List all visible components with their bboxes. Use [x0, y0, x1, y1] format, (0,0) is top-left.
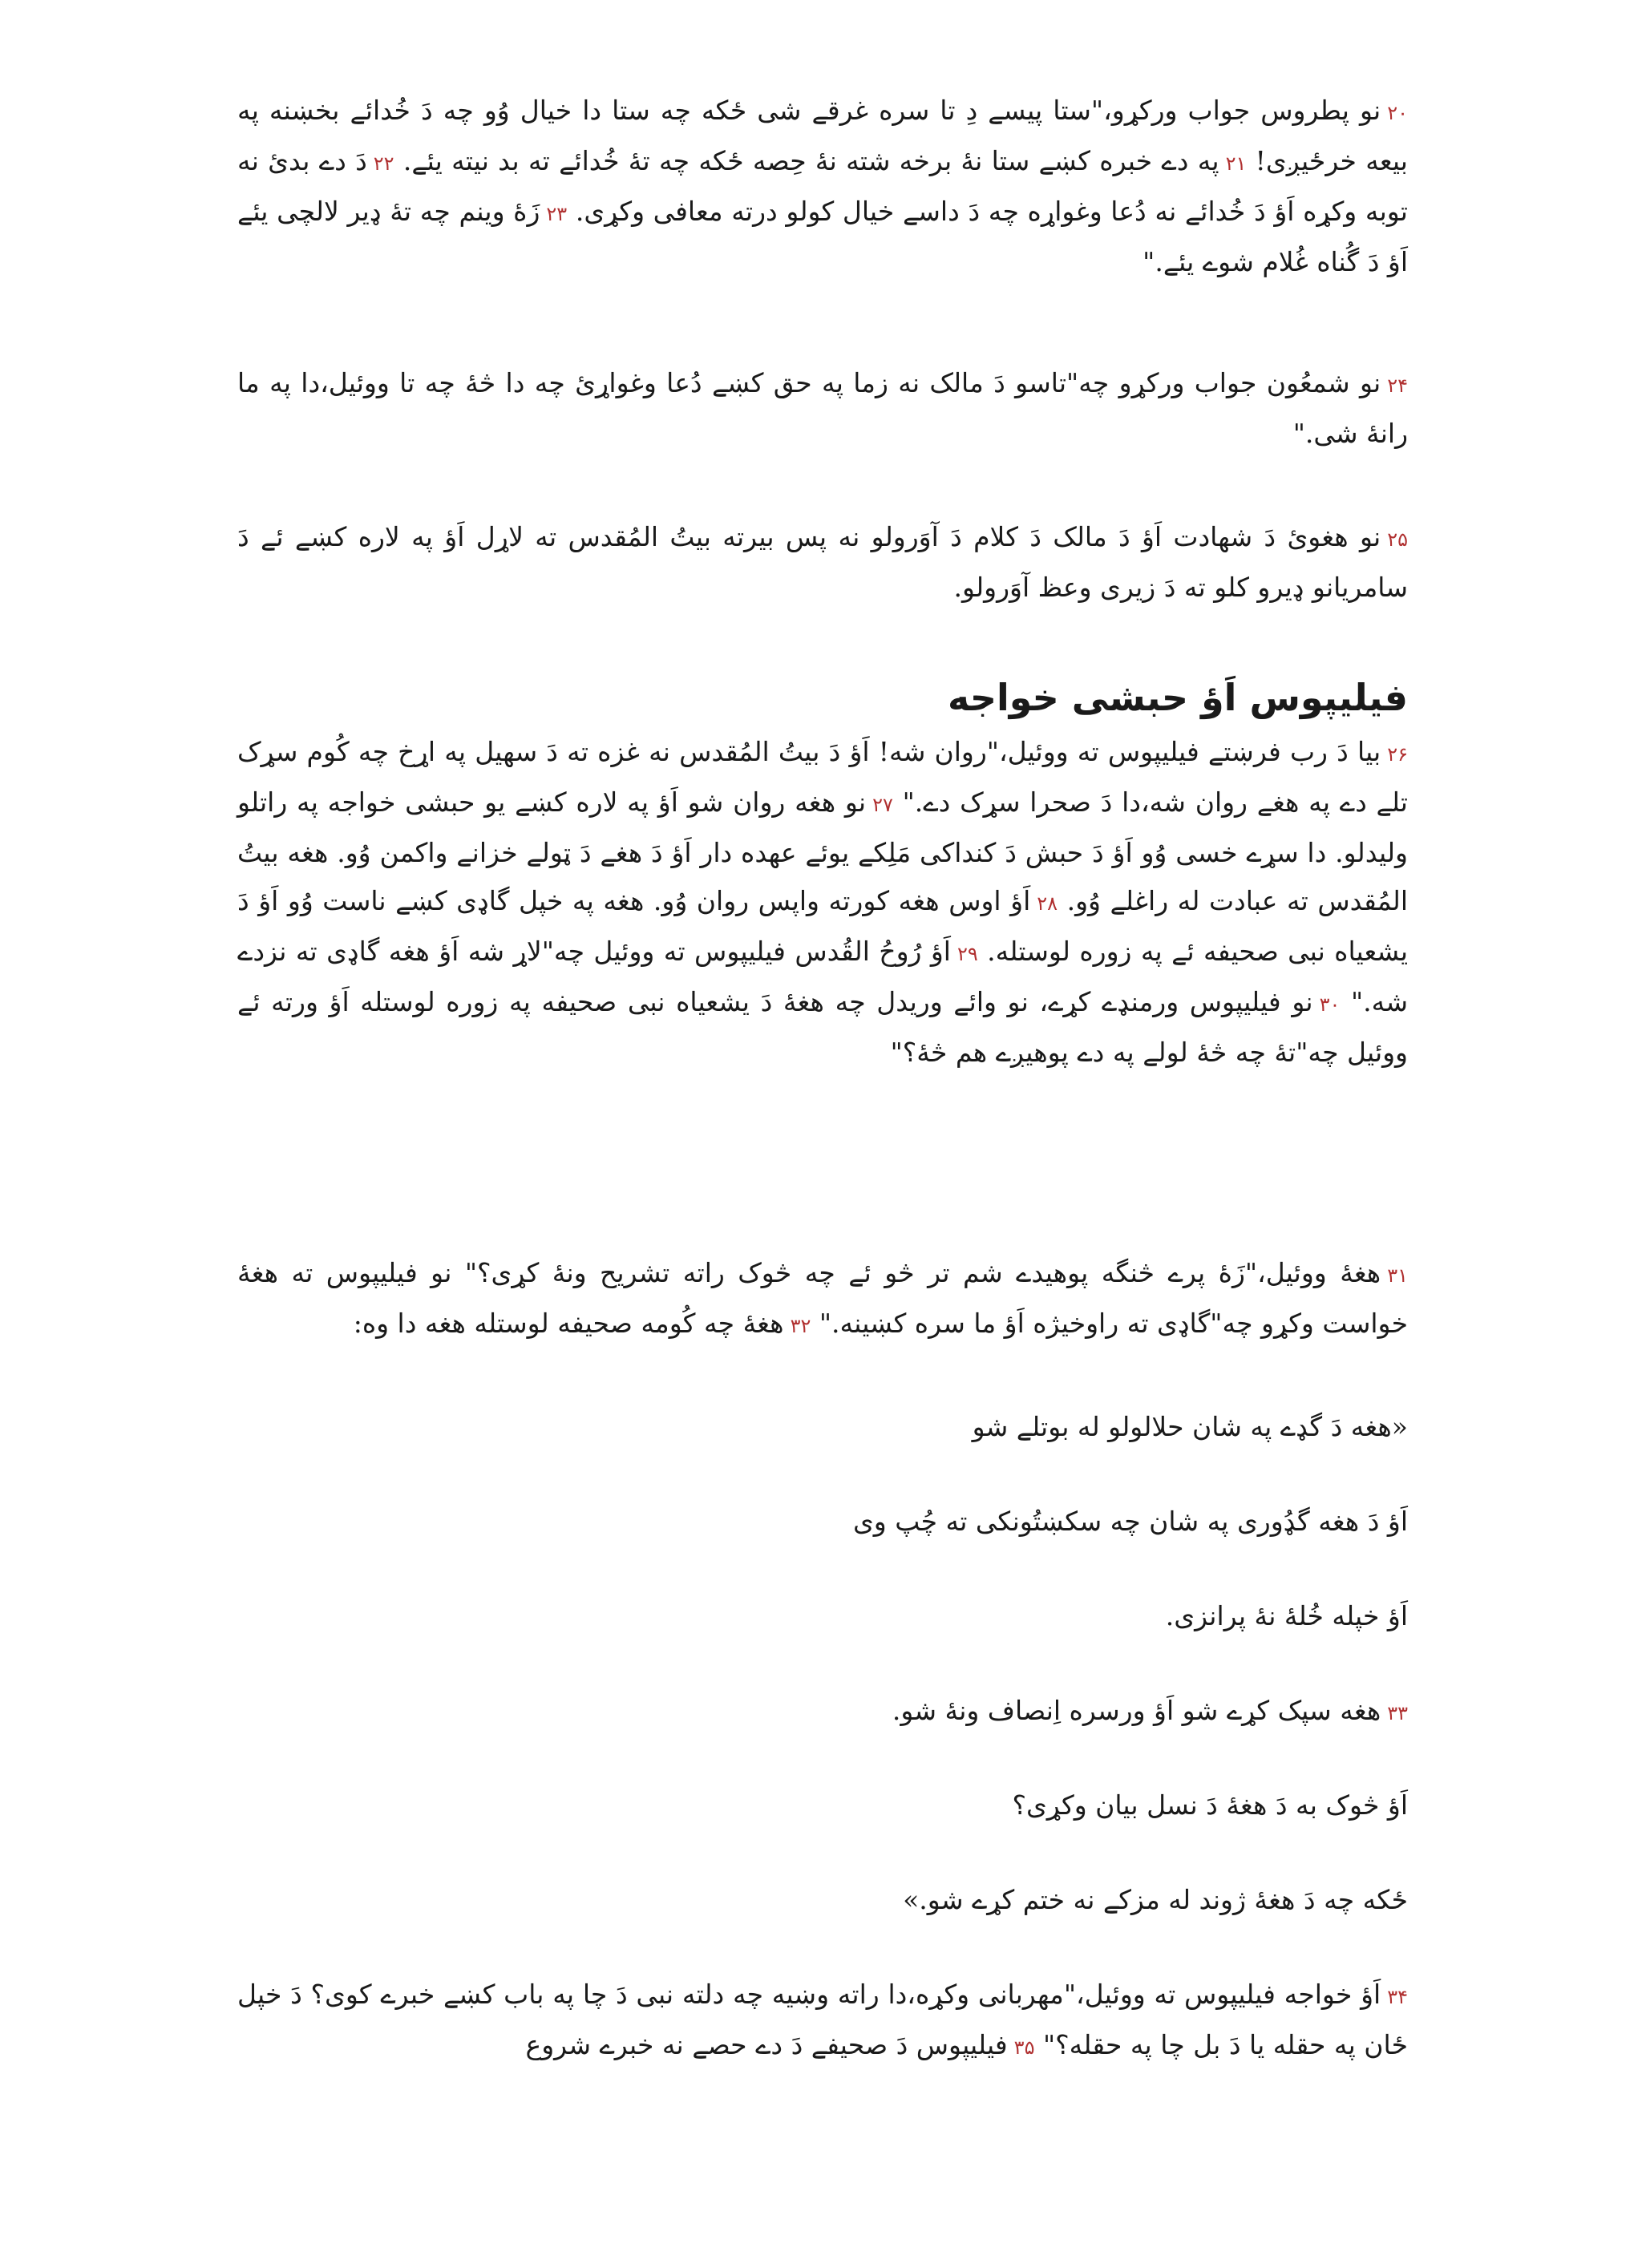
verse-number: ۲۴	[1387, 374, 1408, 397]
verse-number: ۳۴	[1387, 1986, 1408, 2008]
verse-number: ۳۲	[790, 1315, 811, 1337]
poem-line-verse-33	[237, 1687, 1408, 1737]
poem-line: ځکه چه دَ هغۀ ژوند له مزکے نه ختم کړے شو.»	[903, 1884, 1408, 1915]
verse-number: ۳۰	[1319, 993, 1341, 1016]
poem-line: اَؤ څوک به دَ هغۀ دَ نسل بیان وکړی؟	[1012, 1789, 1408, 1821]
verse-text: دَ دے بدئ نه توبه وکړه اَؤ دَ خُدائے نه دُعا وغواړه چه دَ داسے خیال کولو درته معافی وکړی.	[237, 145, 1408, 227]
verse-text: نو فیلیپوس ورمنډے کړے، نو وائے وریدل چه هغۀ دَ یشعیاه نبی صحیفه په زوره لوستله اَؤ ورته ئے ووئیل چه"تۀ چه څۀ لولے په دے پوهیږے هم څۀ؟"	[237, 986, 1408, 1068]
verse-text: هغۀ ووئیل،"زَۀ پرے څنگه پوهیدے شم تر څو ئے چه څوک راته تشریح ونۀ کړی؟" نو فیلیپوس ته هغۀ خواست وکړو چه"گاډی ته راوخیژه اَؤ ما سره کښینه."	[237, 1257, 1408, 1339]
paragraph-verses-34-35	[237, 1971, 1408, 2072]
paragraph-verses-31-32	[237, 1249, 1408, 1350]
verse-number: ۲۷	[872, 794, 893, 816]
verse-text: اَؤ رُوحُ القُدس فیلیپوس ته ووئیل چه"لاړ شه اَؤ هغه گاډی ته نزدے شه."	[237, 936, 1408, 1017]
verse-number: ۲۳	[546, 203, 568, 225]
verse-number: ۲۵	[1387, 528, 1408, 551]
verse-text: هغۀ چه کُومه صحیفه لوستله هغه دا وه:	[353, 1308, 784, 1339]
verse-number: ۲۲	[373, 152, 394, 175]
paragraph-verses-20-23	[237, 87, 1408, 286]
verse-number: ۳۳	[1387, 1702, 1408, 1724]
section-heading: فیلیپوس اَؤ حبشی خواجه	[947, 676, 1408, 719]
verse-number: ۲۸	[1037, 892, 1058, 915]
verse-text: هغه سپک کړے شو اَؤ ورسره اِنصاف ونۀ شو.	[892, 1695, 1381, 1726]
poem-line: اَؤ خپله خُلهٔ نۀ پرانزی.	[1165, 1600, 1408, 1631]
paragraph-verse-24	[237, 359, 1408, 458]
verse-text: زَۀ وینم چه تۀ ډیر لالچی یئے اَؤ دَ گُناه غُلام شوے یئے."	[237, 196, 1408, 277]
verse-text: نو شمعُون جواب ورکړو چه"تاسو دَ مالک نه زما په حق کښے دُعا وغواړئ چه دا څۀ چه تا ووئیل،دا په ما رانۀ شی."	[237, 367, 1408, 449]
poem-line: «هغه دَ گډے په شان حلالولو له بوتلے شو	[972, 1411, 1408, 1442]
paragraph-verse-25	[237, 513, 1408, 612]
verse-text: نو پطروس جواب ورکړو،"ستا پیسے دِ تا سره غرقے شی ځکه چه ستا دا خیال وُو چه دَ خُدائے بخښنه په بیعه خرځیږی!	[237, 95, 1408, 176]
verse-text: بیا دَ رب فرښتے فیلیپوس ته ووئیل،"روان شه! اَؤ دَ بیتُ المُقدس نه غزه ته دَ سهیل په اړخ چه کُوم سړک تلے دے په هغے روان شه،دا دَ صحرا سړک دے."	[237, 736, 1408, 818]
paragraph-verses-26-30	[237, 728, 1408, 1077]
verse-number: ۳۱	[1387, 1264, 1408, 1287]
poem-line: اَؤ دَ هغه گډُوری په شان چه سکښتُونکی ته چُپ وی	[852, 1506, 1408, 1537]
verse-number: ۲۱	[1225, 152, 1247, 175]
verse-number: ۳۵	[1013, 2036, 1035, 2059]
verse-text: نو هغه روان شو اَؤ په لاره کښے یو حبشی خواجه په راتلو ولیدلو. دا سړے خسی وُو اَؤ دَ حبش دَ کنداکی مَلِکے یوئے عهده دار اَؤ دَ هغے دَ ټولے خزانے واکمن وُو. هغه بیتُ المُقدس ته عبادت له راغلے وُو.	[237, 786, 1408, 916]
verse-text: اَؤ خواجه فیلیپوس ته ووئیل،"مهربانی وکړه،دا راته وښیه چه دلته نبی دَ چا په باب کښے خبرے کوی؟ دَ خپل ځان په حقله یا دَ بل چا په حقله؟"	[237, 1979, 1408, 2060]
verse-text: اَؤ اوس هغه کورته واپس روان وُو. هغه په خپل گاډی کښے ناست وُو اَؤ دَ یشعیاه نبی صحیفه ئے په زوره لوستله.	[237, 885, 1408, 967]
verse-text: په دے خبره کښے ستا نۀ برخه شته نۀ حِصه ځکه چه تۀ خُدائے ته بد نیته یئے.	[402, 145, 1219, 176]
verse-number: ۲۰	[1387, 102, 1408, 124]
verse-number: ۲۶	[1387, 743, 1408, 766]
verse-text: نو هغوئ دَ شهادت اَؤ دَ مالک دَ کلام دَ آوَرولو نه پس بیرته بیتُ المُقدس ته لاړل اَؤ په لاره کښے ئے دَ سامریانو ډیرو کلو ته دَ زیری وعظ آوَرولو.	[237, 521, 1408, 603]
verse-text: فیلیپوس دَ صحیفے دَ دے حصے نه خبرے شروع	[525, 2029, 1008, 2060]
verse-number: ۲۹	[956, 943, 978, 965]
